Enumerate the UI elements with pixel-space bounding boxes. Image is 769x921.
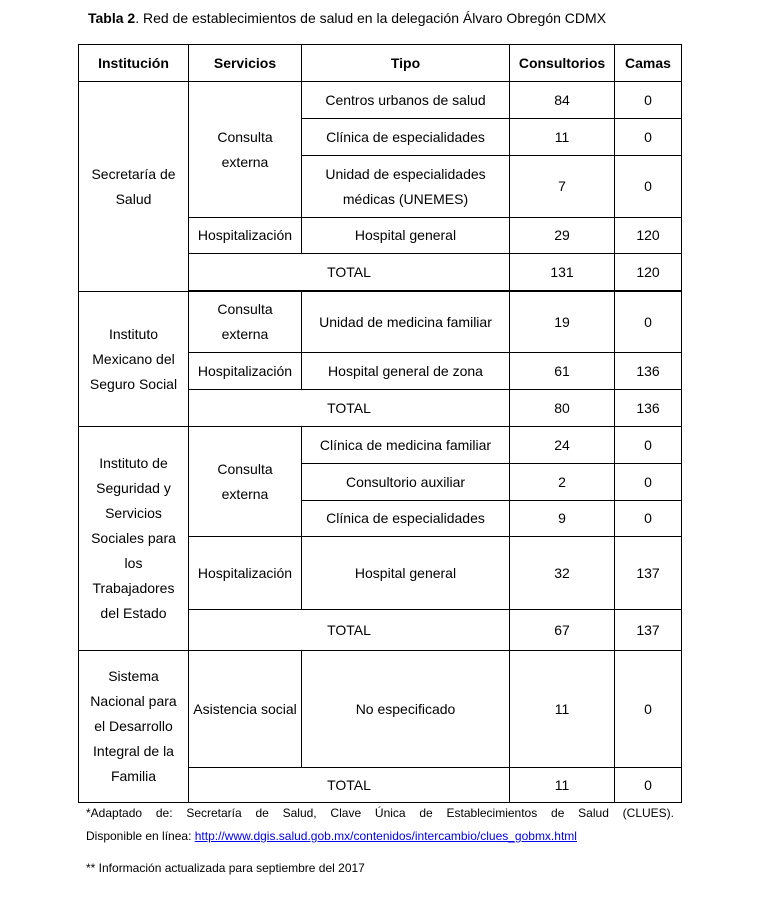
consultorios-cell: 29 (510, 218, 615, 254)
tipo-cell: Hospital general de zona (302, 353, 510, 390)
caption-label: Tabla 2 (88, 10, 136, 26)
total-label: TOTAL (189, 768, 510, 803)
consultorios-cell: 9 (510, 501, 615, 537)
institution-cell: Instituto Mexicano del Seguro Social (79, 292, 189, 427)
camas-cell: 137 (615, 537, 682, 610)
tipo-cell: Hospital general (302, 218, 510, 254)
tipo-cell: Unidad de especialidades médicas (UNEMES) (302, 156, 510, 218)
table-caption (88, 10, 606, 26)
tipo-cell: No especificado (302, 651, 510, 768)
camas-cell: 0 (615, 651, 682, 768)
header-consultorios: Consultorios (510, 45, 615, 82)
source-line1: *Adaptado de: Secretaría de Salud, Clave Única de Establecimientos de Salud (CLUES). (86, 806, 674, 820)
caption-text: . Red de establecimientos de salud en la delegación Álvaro Obregón CDMX (135, 10, 607, 26)
total-camas: 137 (615, 610, 682, 651)
tipo-cell: Clínica de medicina familiar (302, 427, 510, 464)
service-cell: Consulta externa (189, 427, 302, 537)
source-link[interactable]: http://www.dgis.salud.gob.mx/contenidos/intercambio/clues_gobmx.html (194, 829, 577, 843)
tipo-cell: Consultorio auxiliar (302, 464, 510, 501)
consultorios-cell: 7 (510, 156, 615, 218)
total-consultorios: 11 (510, 768, 615, 803)
source-prefix: Disponible en línea: (86, 829, 195, 843)
consultorios-cell: 11 (510, 651, 615, 768)
total-camas: 136 (615, 390, 682, 427)
table-row (79, 82, 682, 119)
total-label: TOTAL (189, 254, 510, 291)
consultorios-cell: 61 (510, 353, 615, 390)
tipo-cell: Clínica de especialidades (302, 501, 510, 537)
service-cell: Hospitalización (189, 353, 302, 390)
camas-cell: 0 (615, 427, 682, 464)
total-label: TOTAL (189, 390, 510, 427)
camas-cell: 136 (615, 353, 682, 390)
camas-cell: 0 (615, 119, 682, 156)
total-camas: 0 (615, 768, 682, 803)
total-consultorios: 80 (510, 390, 615, 427)
service-cell: Consulta externa (189, 292, 302, 353)
tipo-cell: Centros urbanos de salud (302, 82, 510, 119)
header-institucion: Institución (79, 45, 189, 82)
institution-cell: Sistema Nacional para el Desarrollo Integral de la Familia (79, 651, 189, 803)
source-note (86, 802, 674, 848)
total-camas: 120 (615, 254, 682, 291)
consultorios-cell: 2 (510, 464, 615, 501)
tipo-cell: Unidad de medicina familiar (302, 292, 510, 353)
tipo-cell: Hospital general (302, 537, 510, 610)
consultorios-cell: 84 (510, 82, 615, 119)
institution-cell: Instituto de Seguridad y Servicios Sociales para los Trabajadores del Estado (79, 427, 189, 651)
camas-cell: 0 (615, 156, 682, 218)
service-cell: Consulta externa (189, 82, 302, 218)
camas-cell: 120 (615, 218, 682, 254)
update-note: ** Información actualizada para septiembre del 2017 (86, 861, 365, 875)
header-servicios: Servicios (189, 45, 302, 82)
camas-cell: 0 (615, 292, 682, 353)
service-cell: Hospitalización (189, 218, 302, 254)
header-tipo: Tipo (302, 45, 510, 82)
table-row (79, 651, 682, 768)
camas-cell: 0 (615, 464, 682, 501)
camas-cell: 0 (615, 82, 682, 119)
consultorios-cell: 32 (510, 537, 615, 610)
tipo-cell: Clínica de especialidades (302, 119, 510, 156)
health-facilities-table (78, 44, 682, 803)
institution-cell: Secretaría de Salud (79, 82, 189, 292)
service-cell: Asistencia social (189, 651, 302, 768)
header-row (79, 45, 682, 82)
consultorios-cell: 19 (510, 292, 615, 353)
service-cell: Hospitalización (189, 537, 302, 610)
camas-cell: 0 (615, 501, 682, 537)
total-label: TOTAL (189, 610, 510, 651)
total-consultorios: 67 (510, 610, 615, 651)
total-consultorios: 131 (510, 254, 615, 291)
table-row (79, 292, 682, 353)
header-camas: Camas (615, 45, 682, 82)
table-row (79, 427, 682, 464)
consultorios-cell: 11 (510, 119, 615, 156)
consultorios-cell: 24 (510, 427, 615, 464)
